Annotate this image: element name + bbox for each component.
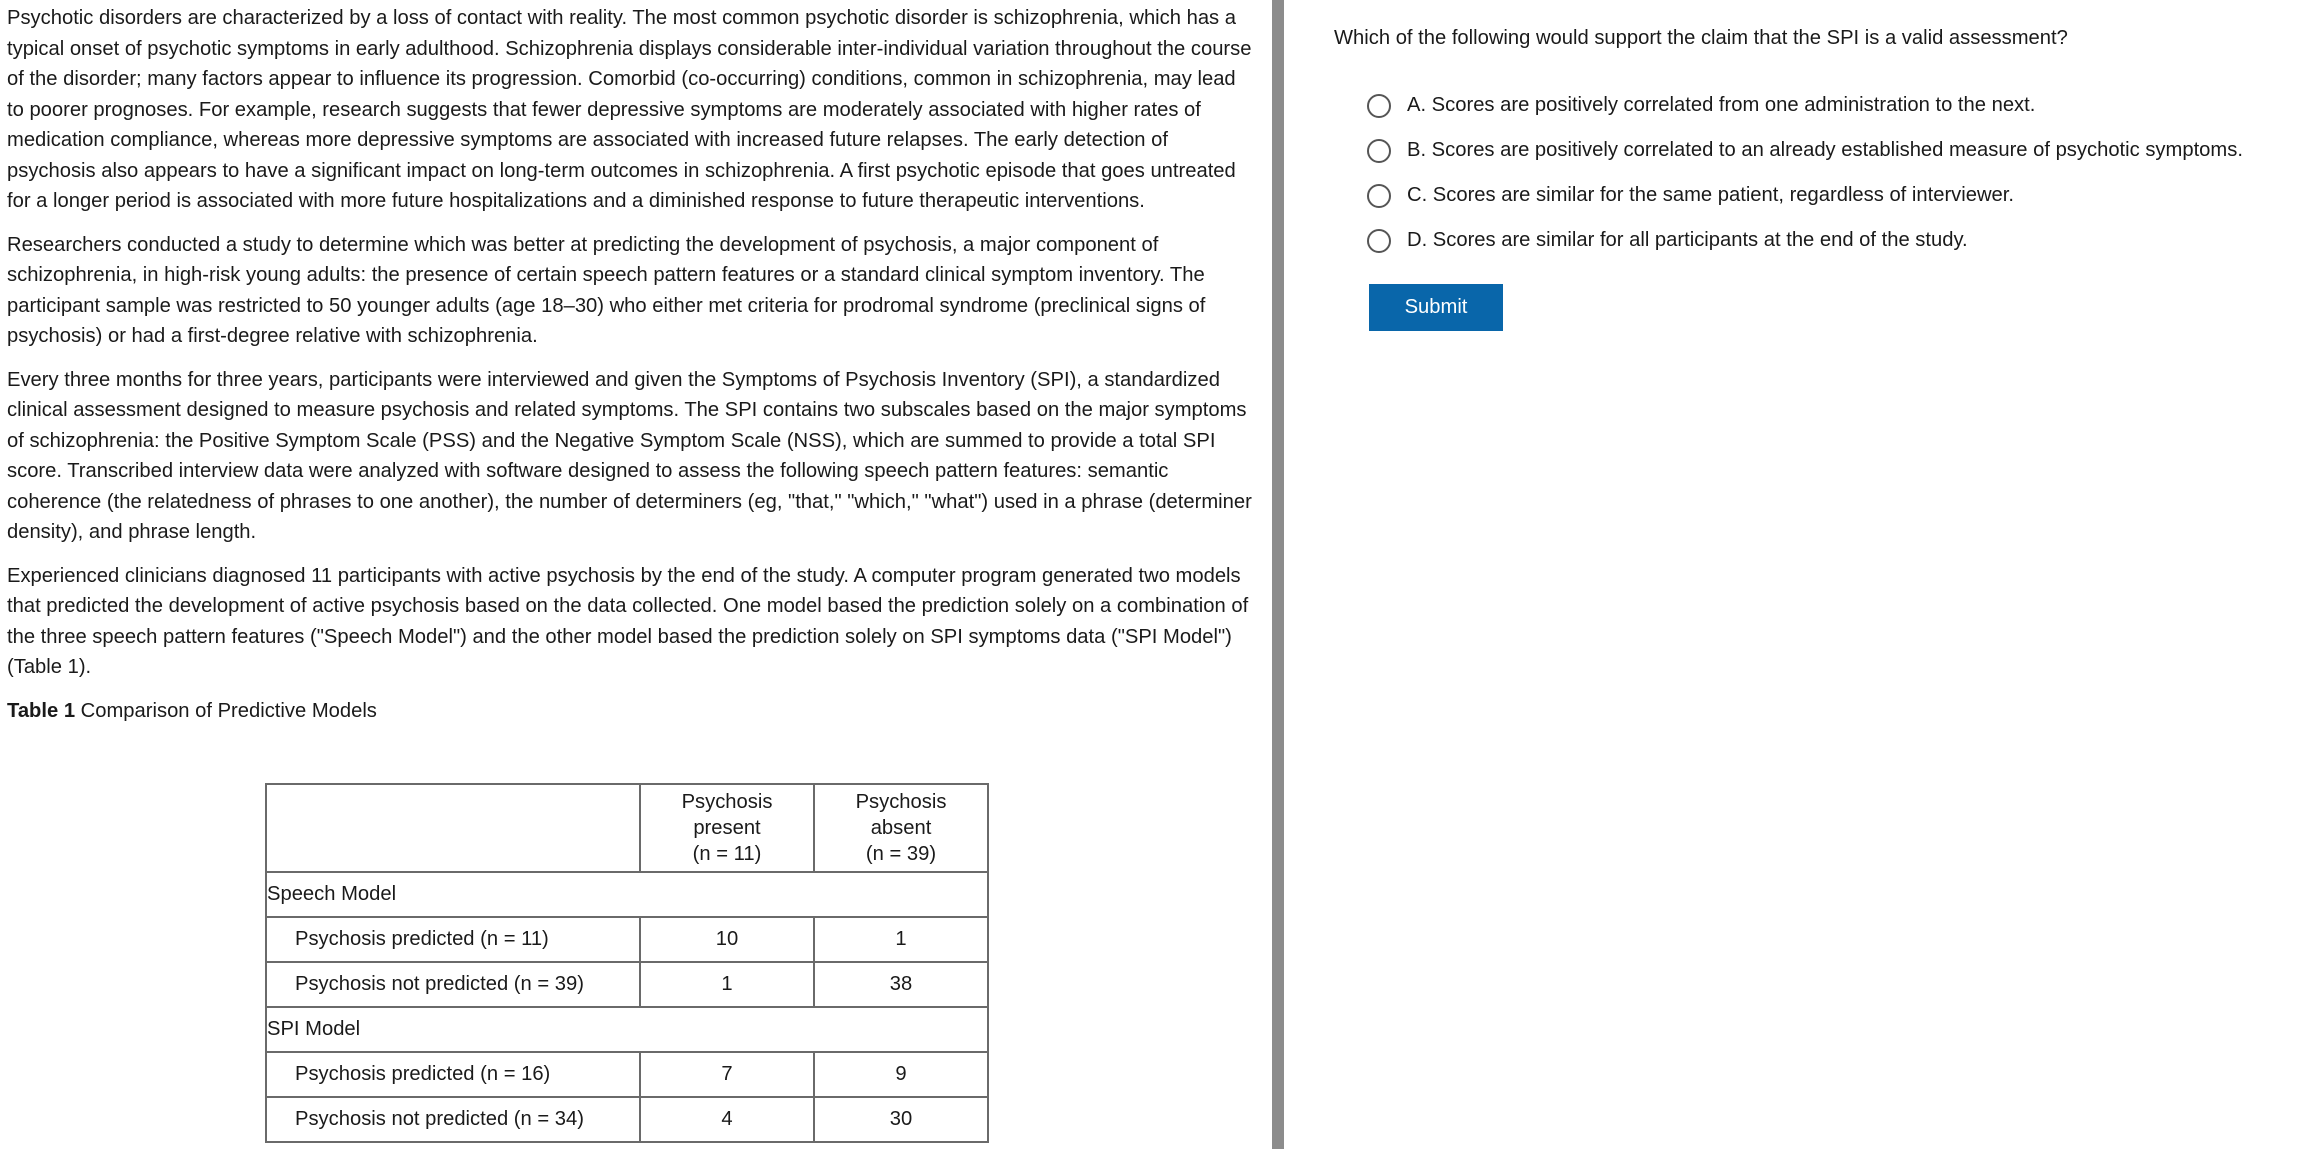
table-group-row <box>266 1007 988 1052</box>
cell-present: 10 <box>640 917 814 962</box>
table-header-present: Psychosis present (n = 11) <box>640 784 814 872</box>
row-label: Psychosis predicted (n = 11) <box>266 917 640 962</box>
table-caption <box>7 696 1257 726</box>
row-label: Psychosis predicted (n = 16) <box>266 1052 640 1097</box>
table-row <box>266 917 988 962</box>
radio-a[interactable] <box>1367 94 1391 118</box>
comparison-table <box>265 783 989 1143</box>
option-a[interactable] <box>1367 83 2303 128</box>
table-header-absent: Psychosis absent (n = 39) <box>814 784 988 872</box>
passage-paragraph-4: Experienced clinicians diagnosed 11 participants with active psychosis by the end of the study. A computer program generated two models that predicted the development of active psychosis based on the data collected. One model based the prediction solely on a combination of the three speech pattern features ("Speech Model") and the other model based the prediction solely on SPI symptoms data ("SPI Model") (Table 1). <box>7 564 1249 678</box>
option-c[interactable] <box>1367 173 2303 218</box>
option-b-text[interactable]: B. Scores are positively correlated to an already established measure of psychotic symptoms. <box>1407 139 2243 161</box>
passage-text <box>7 3 1257 739</box>
table-row <box>266 962 988 1007</box>
table-caption-title: Comparison of Predictive Models <box>75 699 377 722</box>
option-c-text[interactable]: C. Scores are similar for the same patient, regardless of interviewer. <box>1407 184 2014 206</box>
row-label: Psychosis not predicted (n = 39) <box>266 962 640 1007</box>
radio-d[interactable] <box>1367 229 1391 253</box>
group-label-speech-model: Speech Model <box>266 872 988 917</box>
option-b[interactable] <box>1367 128 2303 173</box>
cell-absent: 30 <box>814 1097 988 1142</box>
cell-present: 1 <box>640 962 814 1007</box>
cell-present: 7 <box>640 1052 814 1097</box>
table-caption-number: Table 1 <box>7 699 76 722</box>
table-header-empty <box>266 784 640 872</box>
passage-paragraph-2: Researchers conducted a study to determine which was better at predicting the development of psychosis, a major component of schizophrenia, in high-risk young adults: the presence of certain speech pattern features or a standard clinical symptom inventory. The participant sample was restricted to 50 younger adults (age 18–30) who either met criteria for prodromal syndrome (preclinical signs of psychosis) or had a first-degree relative with schizophrenia. <box>7 233 1206 347</box>
radio-b[interactable] <box>1367 139 1391 163</box>
question-stem: Which of the following would support the claim that the SPI is a valid assessment? <box>1334 27 2068 49</box>
table-header-row <box>266 784 988 872</box>
answer-options <box>1367 83 2303 263</box>
question-pane <box>1284 0 2303 1149</box>
passage-paragraph-3: Every three months for three years, participants were interviewed and given the Symptoms of Psychosis Inventory (SPI), a standardized clinical assessment designed to measure psychosis and related symptoms. The SPI contains two subscales based on the major symptoms of schizophrenia: the Positive Symptom Scale (PSS) and the Negative Symptom Scale (NSS), which are summed to provide a total SPI score. Transcribed interview data were analyzed with software designed to assess the following speech pattern features: semantic coherence (the relatedness of phrases to one another), the number of determiners (eg, "that," "which," "what") used in a phrase (determiner density), and phrase length. <box>7 368 1252 543</box>
table-group-row <box>266 872 988 917</box>
radio-c[interactable] <box>1367 184 1391 208</box>
cell-absent: 9 <box>814 1052 988 1097</box>
table-row <box>266 1052 988 1097</box>
pane-divider[interactable] <box>1272 0 1284 1149</box>
group-label-spi-model: SPI Model <box>266 1007 988 1052</box>
cell-absent: 38 <box>814 962 988 1007</box>
cell-present: 4 <box>640 1097 814 1142</box>
passage-paragraph-1: Psychotic disorders are characterized by a loss of contact with reality. The most common psychotic disorder is schizophrenia, which has a typical onset of psychotic symptoms in early adulthood. Schizophrenia displays considerable inter-individual variation throughout the course of the disorder; many factors appear to influence its progression. Comorbid (co-occurring) conditions, common in schizophrenia, may lead to poorer prognoses. For example, research suggests that fewer depressive symptoms are moderately associated with higher rates of medication compliance, whereas more depressive symptoms are associated with increased future relapses. The early detection of psychosis also appears to have a significant impact on long-term outcomes in schizophrenia. A first psychotic episode that goes untreated for a longer period is associated with more future hospitalizations and a diminished response to future therapeutic interventions. <box>7 7 1252 212</box>
option-d-text[interactable]: D. Scores are similar for all participants at the end of the study. <box>1407 229 1968 251</box>
row-label: Psychosis not predicted (n = 34) <box>266 1097 640 1142</box>
option-d[interactable] <box>1367 218 2303 263</box>
submit-button[interactable]: Submit <box>1369 284 1503 331</box>
table-row <box>266 1097 988 1142</box>
option-a-text[interactable]: A. Scores are positively correlated from one administration to the next. <box>1407 94 2036 116</box>
cell-absent: 1 <box>814 917 988 962</box>
